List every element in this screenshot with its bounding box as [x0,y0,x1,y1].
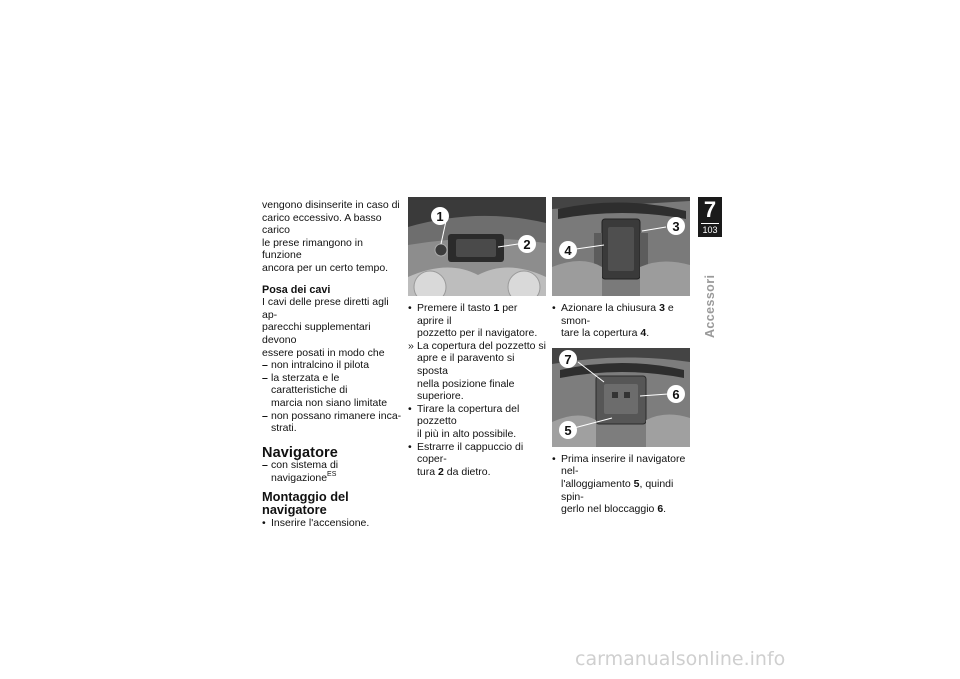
navigator-mount-photo [552,348,690,447]
bullet-marker: • [408,402,412,415]
dash-marker: – [262,359,268,372]
bullet-marker: • [408,440,412,453]
photo-label: 1 [436,209,444,224]
photo-label: 4 [564,243,572,258]
list-item: • Estrarre il cappuccio di coper- tura 2 da dietro. [408,440,524,478]
list-item: – non possano rimanere inca- strati. [262,409,402,435]
photo-label: 2 [523,237,531,252]
list-item: • Inserire l'accensione. [262,516,370,529]
list-item: • Azionare la chiusura 3 e smon- tare la copertura 4. [552,302,674,340]
chapter-number: 7 [703,197,717,222]
cockpit-photo [408,197,546,296]
list-item: » La copertura del pozzetto si apre e il paravento si sposta nella posizione finale superiore. [408,339,546,403]
bullet-marker: • [408,302,412,314]
page-number: 103 [702,225,718,235]
bullet-marker: • [262,516,266,529]
option-superscript: ES [327,470,337,478]
text-column-3 [552,197,692,516]
dash-marker: – [262,409,268,422]
bullet-marker: • [552,452,556,465]
photo-label: 3 [672,219,680,234]
text-column-2 [408,197,546,478]
subsection-heading-montaggio: Montaggio del navigatore [262,489,349,518]
photo-label: 7 [564,351,572,367]
list-item: • Premere il tasto 1 per aprire il pozzetto per il navigatore. [408,302,538,340]
dash-marker: – [262,371,268,384]
list-item: • Tirare la copertura del pozzetto il più in alto possibile. [408,402,520,440]
result-marker: » [408,339,414,352]
list-item: – non intralcino il pilota [262,359,370,372]
photo-label: 5 [564,422,572,438]
list-item: • Prima inserire il navigatore nel- l'alloggiamento 5, quindi spin- gerlo nel bloccaggio 6. [552,452,686,516]
watermark: carmanualsonline.info [575,648,786,670]
navigator-cover-photo [552,197,690,296]
tab-divider [701,223,719,224]
list-item: – la sterzata e le caratteristiche di marcia non siano limitate [262,371,388,409]
cables-paragraph: I cavi delle prese diretti agli ap- parecchi supplementari devono essere posati in modo che [262,296,389,359]
bullet-marker: • [552,302,556,314]
text-column-1 [262,199,402,529]
photo-label: 6 [672,386,680,402]
section-heading-navigatore: Navigatore [262,444,338,461]
intro-paragraph: vengono disinserite in caso di carico eccessivo. A basso carico le prese rimangono in funzione ancora per un certo tempo. [262,199,400,274]
list-item: – con sistema di navigazione$^{ES}$ [262,459,339,484]
dash-marker: – [262,459,268,472]
cables-heading: Posa dei cavi [262,283,331,296]
chapter-side-label: Accessori [703,274,717,338]
